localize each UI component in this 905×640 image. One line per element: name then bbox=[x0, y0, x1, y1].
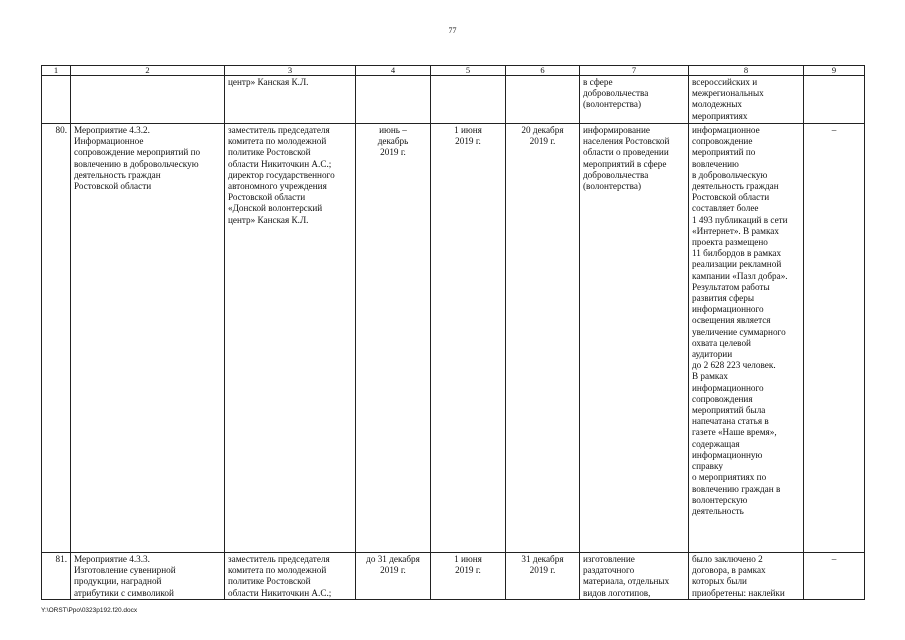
event-cell bbox=[71, 553, 225, 600]
cell-line: 20 декабря bbox=[521, 125, 564, 135]
cell-line: Мероприятие 4.3.3. bbox=[74, 554, 150, 564]
row-number: 80. bbox=[42, 124, 71, 553]
table-row bbox=[42, 553, 865, 600]
cell-line: заместитель председателя bbox=[228, 125, 330, 135]
expected-result-cell bbox=[580, 553, 689, 600]
cell-line: 2019 г. bbox=[529, 136, 556, 147]
cell-line: было заключено 2 bbox=[692, 554, 763, 564]
cell-line: 2019 г. bbox=[455, 565, 481, 576]
cell-line: добровольчества bbox=[583, 88, 649, 99]
cell-line: политике Ростовской bbox=[228, 576, 311, 587]
cell-line: «Донской волонтерский bbox=[228, 203, 323, 214]
cell-line: содержащая bbox=[692, 438, 740, 449]
cell-line: комитета по молодежной bbox=[228, 565, 327, 576]
page-number: 77 bbox=[448, 26, 457, 35]
cell-line: газете «Наше время», bbox=[692, 427, 777, 438]
cell-line: продукции, наградной bbox=[74, 576, 162, 587]
cell-line: (волонтерства) bbox=[583, 181, 642, 192]
cell-line: вовлечению граждан в bbox=[692, 483, 781, 494]
cell-line: реализации рекламной bbox=[692, 259, 782, 270]
header-cell: 4 bbox=[356, 66, 431, 76]
cell-line: видов логотипов, bbox=[583, 587, 651, 598]
end-date-cell bbox=[506, 76, 580, 124]
cell-line: материала, отдельных bbox=[583, 576, 670, 587]
cell-line: Мероприятие 4.3.2. bbox=[74, 125, 150, 135]
cell-line: изготовление bbox=[583, 554, 635, 564]
events-table bbox=[41, 65, 865, 600]
responsible-cell bbox=[225, 124, 356, 553]
period-cell bbox=[356, 553, 431, 600]
cell-line: до 31 декабря bbox=[366, 554, 420, 564]
cell-line: деятельность bbox=[692, 505, 744, 516]
cell-line: межрегиональных bbox=[692, 88, 764, 99]
cell-line: июнь – bbox=[379, 125, 407, 135]
cell-line: увеличение суммарного bbox=[692, 326, 786, 337]
cell-line: атрибутики с символикой bbox=[74, 587, 174, 598]
cell-line: (волонтерства) bbox=[583, 99, 642, 110]
header-cell: 6 bbox=[506, 66, 580, 76]
cell-line: приобретены: наклейки bbox=[692, 587, 785, 598]
cell-line: в добровольческую bbox=[692, 169, 768, 180]
cell-line: 1 493 публикаций в сети bbox=[692, 214, 788, 225]
cell-line: Ростовской области bbox=[692, 192, 770, 203]
header-cell: 2 bbox=[71, 66, 225, 76]
cell-line: договора, в рамках bbox=[692, 565, 766, 576]
cell-line: вовлечению bbox=[692, 158, 739, 169]
header-cell: 1 bbox=[42, 66, 71, 76]
cell-line: сопровождения bbox=[692, 393, 753, 404]
cell-line: населения Ростовской bbox=[583, 136, 670, 147]
header-cell: 9 bbox=[804, 66, 865, 76]
note-cell: – bbox=[804, 553, 865, 600]
end-date-cell bbox=[506, 553, 580, 600]
cell-line: вовлечению в добровольческую bbox=[74, 158, 199, 169]
cell-line: политике Ростовской bbox=[228, 147, 311, 158]
header-cell: 8 bbox=[689, 66, 804, 76]
cell-line: 1 июня bbox=[454, 125, 482, 135]
cell-line: мероприятий была bbox=[692, 405, 766, 416]
header-cell: 3 bbox=[225, 66, 356, 76]
cell-line: Результатом работы bbox=[692, 281, 770, 292]
cell-line: Изготовление сувенирной bbox=[74, 565, 176, 576]
header-cell: 5 bbox=[431, 66, 506, 76]
cell-line: освещения является bbox=[692, 315, 771, 326]
actual-result-cell bbox=[689, 124, 804, 553]
cell-line: информационного bbox=[692, 304, 764, 315]
cell-line: сопровождение мероприятий по bbox=[74, 147, 201, 158]
cell-line: 2019 г. bbox=[529, 565, 556, 576]
cell-line: комитета по молодежной bbox=[228, 136, 327, 147]
cell-line: добровольчества bbox=[583, 169, 649, 180]
cell-line: всероссийских и bbox=[692, 77, 758, 87]
cell-line: до 2 628 223 человек. bbox=[692, 360, 776, 371]
cell-line: которых были bbox=[692, 576, 747, 587]
cell-line: области Никиточкин А.С.; bbox=[228, 587, 332, 598]
note-cell: – bbox=[804, 124, 865, 553]
cell-line: составляет более bbox=[692, 203, 759, 214]
cell-line: области о проведении bbox=[583, 147, 669, 158]
cell-line: сопровождение bbox=[692, 136, 753, 147]
cell-line: информирование bbox=[583, 125, 650, 135]
cell-line: информационного bbox=[692, 382, 764, 393]
cell-line: справку bbox=[692, 461, 723, 472]
cell-line: Ростовской области bbox=[74, 181, 152, 192]
table-row bbox=[42, 76, 865, 124]
cell-line: декабрь bbox=[377, 136, 409, 147]
responsible-cell bbox=[225, 76, 356, 124]
cell-line: Информационное bbox=[74, 136, 144, 147]
cell-line: «Интернет». В рамках bbox=[692, 225, 779, 236]
cell-line: заместитель председателя bbox=[228, 554, 330, 564]
cell-line: охвата целевой bbox=[692, 337, 751, 348]
header-row bbox=[42, 66, 865, 76]
cell-line: в сфере bbox=[583, 77, 613, 87]
period-cell bbox=[356, 124, 431, 553]
event-cell bbox=[71, 124, 225, 553]
cell-line: 31 декабря bbox=[521, 554, 564, 564]
cell-line: В рамках bbox=[692, 371, 728, 382]
cell-line: Ростовской области bbox=[228, 192, 306, 203]
cell-line: 2019 г. bbox=[380, 147, 406, 158]
cell-line: центр» Канская К.Л. bbox=[228, 77, 309, 87]
cell-line: мероприятий в сфере bbox=[583, 158, 667, 169]
cell-line: проекта размещено bbox=[692, 237, 768, 248]
cell-line: информационное bbox=[692, 125, 760, 135]
cell-line: о мероприятиях по bbox=[692, 472, 767, 483]
cell-line: развития сферы bbox=[692, 293, 754, 304]
responsible-cell bbox=[225, 553, 356, 600]
start-date-cell bbox=[431, 553, 506, 600]
event-cell bbox=[71, 76, 225, 124]
cell-line: аудитории bbox=[692, 349, 733, 360]
cell-line: 2019 г. bbox=[380, 565, 406, 576]
row-number: 81. bbox=[42, 553, 71, 600]
cell-line: центр» Канская К.Л. bbox=[228, 214, 309, 225]
cell-line: 2019 г. bbox=[455, 136, 481, 147]
cell-line: деятельность граждан bbox=[692, 181, 779, 192]
cell-line: 1 июня bbox=[454, 554, 482, 564]
cell-line: кампании «Пазл добра». bbox=[692, 270, 788, 281]
row-number bbox=[42, 76, 71, 124]
cell-line: автономного учреждения bbox=[228, 181, 327, 192]
end-date-cell bbox=[506, 124, 580, 553]
expected-result-cell bbox=[580, 76, 689, 124]
cell-line: молодежных bbox=[692, 99, 742, 110]
note-cell bbox=[804, 76, 865, 124]
cell-line: деятельность граждан bbox=[74, 169, 161, 180]
start-date-cell bbox=[431, 124, 506, 553]
file-path-footer: Y:\ORST\Ppo\0323p192.f20.docx bbox=[41, 607, 138, 614]
cell-line: 11 билбордов в рамках bbox=[692, 248, 782, 259]
cell-line: мероприятий по bbox=[692, 147, 756, 158]
cell-line: волонтерскую bbox=[692, 494, 748, 505]
cell-line: директор государственного bbox=[228, 169, 335, 180]
start-date-cell bbox=[431, 76, 506, 124]
cell-line: информационную bbox=[692, 449, 763, 460]
cell-line: раздаточного bbox=[583, 565, 635, 576]
header-cell: 7 bbox=[580, 66, 689, 76]
expected-result-cell bbox=[580, 124, 689, 553]
cell-line: напечатана статья в bbox=[692, 416, 769, 427]
table-row bbox=[42, 124, 865, 553]
actual-result-cell bbox=[689, 553, 804, 600]
cell-line: мероприятиях bbox=[692, 110, 748, 121]
period-cell bbox=[356, 76, 431, 124]
cell-line: области Никиточкин А.С.; bbox=[228, 158, 332, 169]
actual-result-cell bbox=[689, 76, 804, 124]
